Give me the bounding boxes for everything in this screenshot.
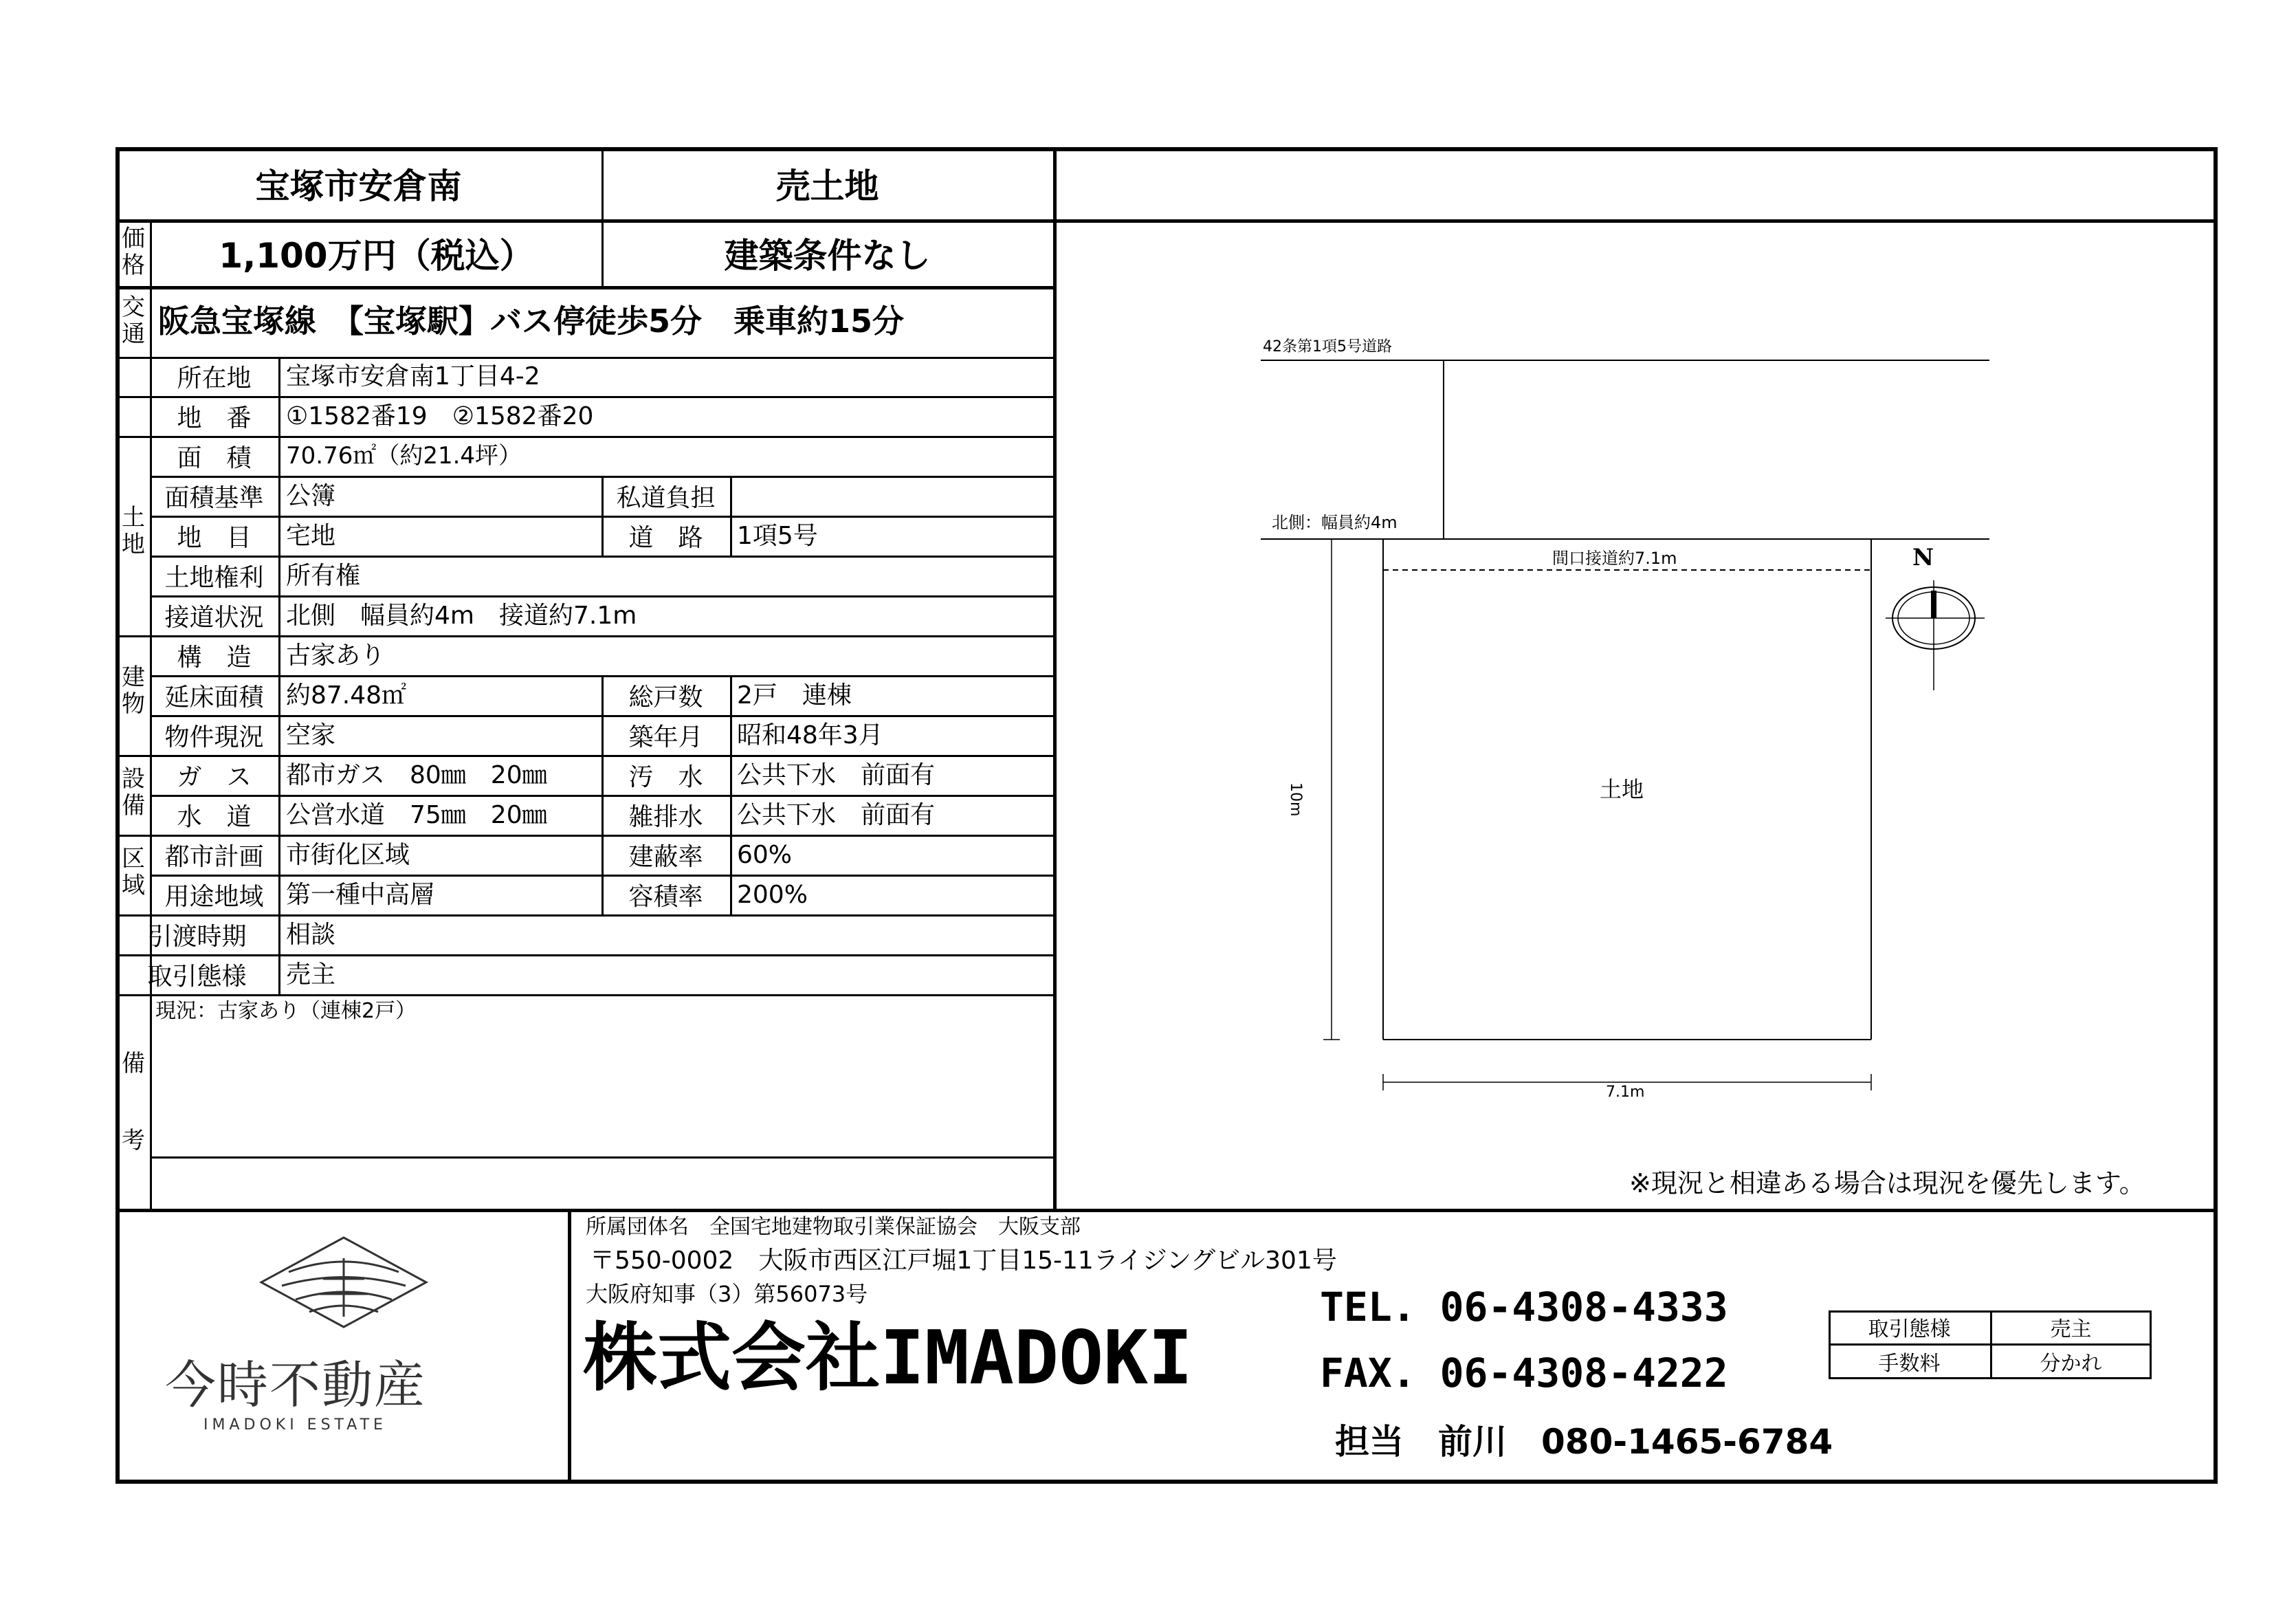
gas-label: ガ ス [177, 762, 252, 791]
facility-category: 設備 [122, 765, 145, 820]
private-road-label: 私道負担 [616, 483, 716, 512]
divider [115, 286, 1055, 289]
sewage-value: 公共下水 前面有 [737, 761, 936, 789]
license: 大阪府知事（3）第56073号 [586, 1281, 868, 1307]
floor-area-label: 延床面積 [164, 683, 264, 712]
remarks-category-1: 備 [122, 1050, 145, 1077]
area-basis-value: 公簿 [286, 482, 336, 510]
north-label: N [1912, 544, 1934, 571]
price-category: 価格 [122, 225, 145, 280]
logo-subtext: IMADOKI ESTATE [203, 1416, 387, 1434]
fax: FAX. 06-4308-4222 [1320, 1350, 1728, 1396]
floor-area-value: 約87.48㎡ [286, 681, 407, 710]
use-zone-value: 第一種中高層 [286, 881, 435, 909]
depth-label: 10m [1287, 782, 1304, 817]
road-name: 42条第1項5号道路 [1263, 338, 1392, 355]
north-road-label: 北側：幅員約4m [1272, 513, 1398, 532]
coverage-value: 60% [737, 841, 793, 869]
divider [115, 1209, 2218, 1212]
lot-value: ①1582番19 ②1582番20 [286, 402, 594, 430]
deal-label: 取引態様 [1868, 1317, 1951, 1341]
width-label: 7.1m [1606, 1084, 1645, 1101]
units-value: 2戸 連棟 [737, 681, 852, 710]
price-value: 1,100万円（税込） [219, 235, 534, 276]
water-value: 公営水道 75㎜ 20㎜ [286, 801, 547, 829]
built-value: 昭和48年3月 [737, 721, 883, 749]
logo-text: 今時不動産 [165, 1356, 426, 1415]
divider [568, 1209, 571, 1484]
divider [150, 1156, 1055, 1159]
city-plan-label: 都市計画 [164, 842, 264, 871]
fee-label: 手数料 [1878, 1352, 1941, 1376]
transaction-value: 売主 [286, 961, 336, 989]
status-label: 物件現況 [164, 723, 264, 751]
divider [115, 994, 1055, 996]
association: 所属団体名 全国宅地建物取引業保証協会 大阪支部 [586, 1215, 1081, 1239]
land-use-value: 宅地 [286, 522, 336, 550]
divider [150, 556, 1055, 558]
land-category: 土地 [122, 504, 145, 559]
fee-value: 分かれ [2040, 1352, 2102, 1376]
use-zone-label: 用途地域 [164, 882, 264, 911]
area-label: 面 積 [177, 443, 252, 472]
company-logo [254, 1231, 433, 1354]
disclaimer-note: ※現況と相違ある場合は現況を優先します。 [1629, 1168, 2145, 1198]
road-access-label: 接道状況 [164, 603, 264, 632]
deal-value: 売主 [2050, 1317, 2092, 1341]
divider [150, 595, 1055, 597]
land-use-label: 地 目 [177, 523, 252, 552]
status-value: 空家 [286, 721, 336, 749]
land-rights-value: 所有権 [286, 562, 361, 590]
divider [730, 476, 732, 556]
transaction-label: 取引態様 [147, 962, 247, 991]
company-name: 株式会社IMADOKI [583, 1315, 1193, 1401]
building-condition: 建築条件なし [724, 235, 931, 276]
traffic-value: 阪急宝塚線 【宝塚駅】バス停徒歩5分 乗車約15分 [158, 303, 905, 340]
lot-label: 地 番 [177, 404, 252, 432]
structure-value: 古家あり [286, 641, 386, 670]
address-value: 宝塚市安倉南1丁目4-2 [286, 362, 540, 391]
remarks-text: 現況：古家あり（連棟2戸） [155, 999, 417, 1023]
zone-category: 区域 [122, 845, 145, 900]
traffic-category: 交通 [122, 294, 145, 349]
company-address: 〒550-0002 大阪市西区江戸堀1丁目15-11ライジングビル301号 [590, 1247, 1337, 1275]
far-label: 容積率 [628, 882, 703, 911]
land-label: 土地 [1600, 776, 1644, 802]
area-basis-label: 面積基準 [164, 483, 264, 512]
road-value: 1項5号 [737, 522, 818, 550]
site-plan-drawing [1057, 223, 2214, 1205]
water-label: 水 道 [177, 802, 252, 831]
location-title: 宝塚市安倉南 [255, 166, 462, 206]
land-rights-label: 土地権利 [164, 563, 264, 592]
tel: TEL. 06-4308-4333 [1320, 1284, 1728, 1330]
divider [278, 357, 280, 994]
handover-label: 引渡時期 [147, 922, 247, 951]
built-label: 築年月 [628, 723, 703, 751]
remarks-category-2: 考 [122, 1127, 145, 1154]
contact: 担当 前川 080-1465-6784 [1335, 1422, 1833, 1462]
far-value: 200% [737, 881, 808, 909]
drainage-value: 公共下水 前面有 [737, 801, 936, 829]
sewage-label: 汚 水 [628, 762, 703, 791]
units-label: 総戸数 [628, 683, 703, 712]
road-access-value: 北側 幅員約4m 接道約7.1m [286, 602, 637, 630]
gas-value: 都市ガス 80㎜ 20㎜ [286, 761, 547, 789]
structure-label: 構 造 [177, 643, 252, 672]
coverage-label: 建蔽率 [628, 842, 703, 871]
drainage-label: 雑排水 [628, 802, 703, 831]
handover-value: 相談 [286, 921, 336, 949]
area-value: 70.76㎡（約21.4坪） [286, 442, 522, 470]
divider [730, 675, 732, 914]
road-label: 道 路 [628, 523, 703, 552]
city-plan-value: 市街化区域 [286, 841, 410, 869]
address-label: 所在地 [177, 364, 252, 393]
property-type: 売土地 [775, 166, 879, 206]
frontage-label: 間口接道約7.1m [1552, 549, 1677, 568]
building-category: 建物 [122, 663, 145, 718]
